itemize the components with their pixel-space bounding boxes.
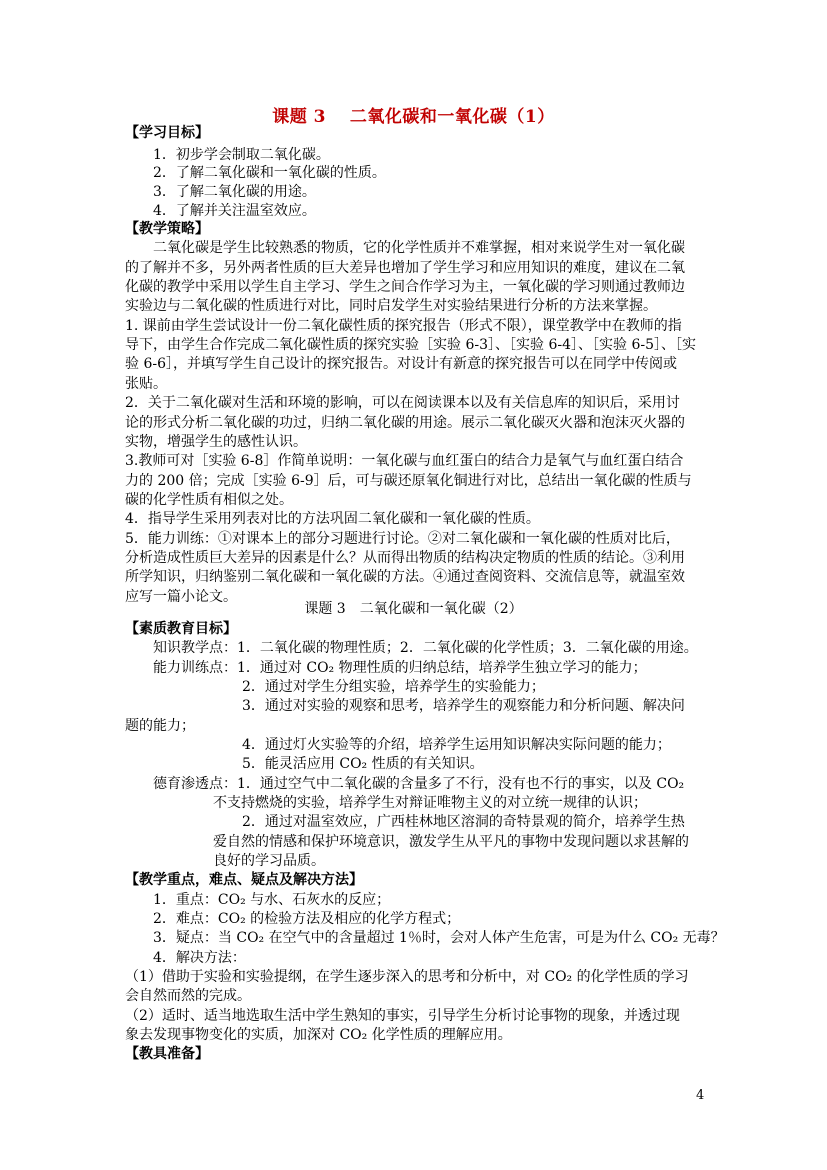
strategy-line: 力的 200 倍；完成［实验 6-9］后，可与碳还原氧化铜进行对比，总结出一氧化碳的性质与 xyxy=(125,473,692,489)
strategy-line: 张贴。 xyxy=(125,376,167,392)
quality-goal-line: 知识教学点：1．二氧化碳的物理性质；2．二氧化碳的化学性质；3．二氧化碳的用途。 xyxy=(153,640,698,656)
strategy-line: 1. 课前由学生尝试设计一份二氧化碳性质的探究报告（形式不限），课堂教学中在教师的指 xyxy=(125,318,682,334)
lesson-subtitle: 课题 3 二氧化碳和一氧化碳（2） xyxy=(304,601,523,617)
key-point-line: 3．疑点：当 CO₂ 在空气中的含量超过 1％时，会对人体产生危害，可是为什么 CO₂ 无毒？ xyxy=(153,930,725,946)
goal-item: 1．初步学会制取二氧化碳。 xyxy=(153,147,330,163)
quality-goal-line: 4．通过灯火实验等的介绍，培养学生运用知识解决实际问题的能力； xyxy=(242,737,671,753)
strategy-line: 2．关于二氧化碳对生活和环境的影响，可以在阅读课本以及有关信息库的知识后，采用讨 xyxy=(125,395,680,411)
quality-goal-line: 良好的学习品质。 xyxy=(213,853,325,869)
key-point-line: 2．难点：CO₂ 的检验方法及相应的化学方程式； xyxy=(153,911,461,927)
goal-item: 2．了解二氧化碳和一氧化碳的性质。 xyxy=(153,165,386,181)
lesson-title: 课题 3 二氧化碳和一氧化碳（1） xyxy=(272,107,555,127)
goal-item: 3．了解二氧化碳的用途。 xyxy=(153,184,316,200)
key-point-line: 4．解决方法： xyxy=(153,950,246,966)
section-header-teaching-aids: 【教具准备】 xyxy=(125,1046,209,1062)
strategy-line: 论的形式分析二氧化碳的功过，归纳二氧化碳的用途。展示二氧化碳灭火器和泡沫灭火器的 xyxy=(125,415,685,431)
section-header-quality-goals: 【素质教育目标】 xyxy=(125,621,237,637)
strategy-line: 4．指导学生采用列表对比的方法巩固二氧化碳和一氧化碳的性质。 xyxy=(125,511,540,527)
quality-goal-line: 爱自然的情感和保护环境意识，激发学生从平凡的事物中发现问题以求甚解的 xyxy=(213,834,689,850)
key-point-line: 1．重点：CO₂ 与水、石灰水的反应； xyxy=(153,892,391,908)
quality-goal-line: 2．通过对温室效应，广西桂林地区溶洞的奇特景观的简介，培养学生热 xyxy=(242,814,685,830)
section-header-learning-goals: 【学习目标】 xyxy=(125,125,209,141)
strategy-line: 验 6-6］，并填写学生自己设计的探究报告。对设计有新意的探究报告可以在同学中传阅或 xyxy=(125,356,677,372)
quality-goal-line: 德育渗透点：1．通过空气中二氧化碳的含量多了不行，没有也不行的事实，以及 CO₂ xyxy=(153,776,685,792)
goal-item: 4．了解并关注温室效应。 xyxy=(153,203,316,219)
section-header-teaching-strategy: 【教学策略】 xyxy=(125,221,209,237)
key-point-line: （1）借助于实验和实验提纲，在学生逐步深入的思考和分析中，对 CO₂ 的化学性质的学习 xyxy=(125,969,689,985)
quality-goal-line: 能力训练点：1．通过对 CO₂ 物理性质的归纳总结，培养学生独立学习的能力； xyxy=(153,660,647,676)
key-point-line: 象去发现事物变化的实质，加深对 CO₂ 化学性质的理解应用。 xyxy=(125,1027,512,1043)
key-point-line: 会自然而然的完成。 xyxy=(125,988,251,1004)
strategy-line: 碳的化学性质有相似之处。 xyxy=(125,492,293,508)
strategy-line: 二氧化碳是学生比较熟悉的物质，它的化学性质并不难掌握，相对来说学生对一氧化碳 xyxy=(153,240,685,256)
strategy-line: 应写一篇小论文。 xyxy=(125,589,237,605)
quality-goal-line: 3．通过对实验的观察和思考，培养学生的观察能力和分析问题、解决问 xyxy=(242,698,685,714)
page-number: 4 xyxy=(696,1088,705,1103)
strategy-line: 实物，增强学生的感性认识。 xyxy=(125,434,307,450)
strategy-line: 3.教师可对［实验 6-8］作简单说明：一氧化碳与血红蛋白的结合力是氧气与血红蛋白结合 xyxy=(125,453,684,469)
key-point-line: （2）适时、适当地选取生活中学生熟知的事实，引导学生分析讨论事物的现象，并透过现 xyxy=(125,1008,680,1024)
strategy-line: 化碳的教学中采用以学生自主学习、学生之间合作学习为主，一氧化碳的学习则通过教师边 xyxy=(125,279,685,295)
quality-goal-line: 题的能力； xyxy=(125,718,195,734)
strategy-line: 导下，由学生合作完成二氧化碳性质的探究实验［实验 6-3］、［实验 6-4］、［实验 6-5］、［实 xyxy=(125,337,696,353)
strategy-line: 5．能力训练：①对课本上的部分习题进行讨论。②对二氧化碳和一氧化碳的性质对比后， xyxy=(125,531,680,547)
quality-goal-line: 5．能灵活应用 CO₂ 性质的有关知识。 xyxy=(242,756,484,772)
strategy-line: 的了解并不多，另外两者性质的巨大差异也增加了学生学习和应用知识的难度，建议在二氧 xyxy=(125,260,685,276)
section-header-key-points: 【教学重点，难点、疑点及解决方法】 xyxy=(125,872,363,888)
quality-goal-line: 2．通过对学生分组实验，培养学生的实验能力； xyxy=(242,679,545,695)
quality-goal-line: 不支持燃烧的实验，培养学生对辩证唯物主义的对立统一规律的认识； xyxy=(213,795,647,811)
strategy-line: 分析造成性质巨大差异的因素是什么？从而得出物质的结构决定物质的性质的结论。③利用 xyxy=(125,550,685,566)
strategy-line: 实验边与二氧化碳的性质进行对比，同时启发学生对实验结果进行分析的方法来掌握。 xyxy=(125,298,657,314)
strategy-line: 所学知识，归纳鉴别二氧化碳和一氧化碳的方法。④通过查阅资料、交流信息等，就温室效 xyxy=(125,569,685,585)
